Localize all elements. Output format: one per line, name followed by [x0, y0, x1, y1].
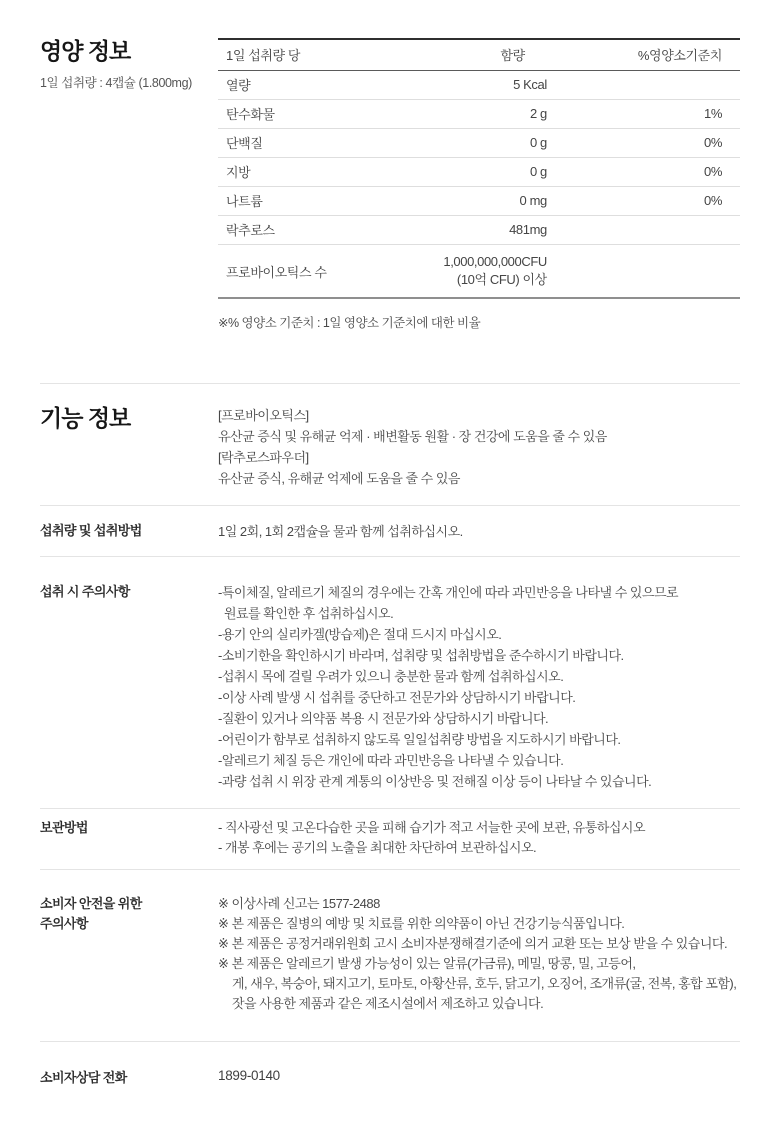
nutrient-amount: 0 g	[411, 158, 547, 187]
precaution-line: 원료를 확인한 후 섭취하십시오.	[224, 606, 394, 621]
col-header-per-serving: 1일 섭취량 당	[218, 39, 411, 71]
nutrient-amount	[411, 245, 547, 299]
safety-line: 잣을 사용한 제품과 같은 제조시설에서 제조하고 있습니다.	[232, 996, 544, 1011]
contact-section	[40, 1042, 740, 1088]
nutrient-name: 나트륨	[218, 187, 411, 216]
precaution-line: -섭취시 목에 걸릴 우려가 있으니 충분한 물과 함께 섭취하십시오.	[218, 669, 564, 684]
function-line: 유산균 증식 및 유해균 억제 · 배변활동 원활 · 장 건강에 도움을 줄 수 있음	[218, 429, 607, 444]
precaution-line: -특이체질, 알레르기 체질의 경우에는 간혹 개인에 따라 과민반응을 나타낼 수 있으므로	[218, 585, 679, 600]
nutrient-name: 열량	[218, 71, 411, 100]
function-label-column	[40, 405, 218, 431]
nutrient-amount: 481mg	[411, 216, 547, 245]
function-line: [프로바이오틱스]	[218, 408, 309, 423]
nutrient-name: 프로바이오틱스 수	[226, 264, 327, 280]
nutrient-percent	[547, 71, 740, 100]
nutrient-amount: 5 Kcal	[411, 71, 547, 100]
precaution-line: -소비기한을 확인하시기 바라며, 섭취량 및 섭취방법을 준수하시기 바랍니다.	[218, 648, 624, 663]
contact-label: 소비자상담 전화	[40, 1070, 127, 1085]
function-line: [락추로스파우더]	[218, 450, 309, 465]
nutrient-amount: 0 mg	[411, 187, 547, 216]
nutrient-percent	[547, 216, 740, 245]
nutrient-percent: 0%	[547, 129, 740, 158]
safety-line: ※ 본 제품은 공정거래위원회 고시 소비자분쟁해결기준에 의거 교환 또는 보상 받을 수 있습니다.	[218, 936, 728, 951]
nutrition-table	[218, 38, 740, 299]
function-info-title: 기능 정보	[40, 405, 131, 431]
precaution-line: -질환이 있거나 의약품 복용 시 전문가와 상담하시기 바랍니다.	[218, 711, 549, 726]
safety-line: ※ 본 제품은 알레르기 발생 가능성이 있는 알류(가금류), 메밀, 땅콩, 밀, 고등어,	[218, 956, 636, 971]
col-header-percent-dv: %영양소기준치	[547, 39, 740, 71]
precautions-label: 섭취 시 주의사항	[40, 584, 130, 599]
storage-section	[40, 809, 740, 858]
nutrient-percent: 1%	[547, 100, 740, 129]
nutrition-content-column	[218, 38, 740, 331]
function-line: 유산균 증식, 유해균 억제에 도움을 줄 수 있음	[218, 471, 460, 486]
function-content-column	[218, 405, 740, 489]
nutrient-name: 지방	[218, 158, 411, 187]
nutrition-section	[40, 38, 740, 331]
precaution-line: -이상 사례 발생 시 섭취를 중단하고 전문가와 상담하시기 바랍니다.	[218, 690, 576, 705]
table-row	[218, 100, 740, 129]
consumer-safety-label-line2: 주의사항	[40, 916, 88, 932]
function-info-section	[40, 384, 740, 489]
col-header-amount: 함량	[411, 39, 547, 71]
nutrition-table-header-row	[218, 39, 740, 71]
contact-phone-number: 1899-0140	[218, 1068, 280, 1083]
precautions-section	[40, 557, 740, 792]
nutrient-amount-line2: (10억 CFU) 이상	[456, 272, 547, 287]
precaution-line: -과량 섭취 시 위장 관계 계통의 이상반응 및 전해질 이상 등이 나타날 수 있습니다.	[218, 774, 652, 789]
nutrient-percent	[547, 245, 740, 299]
table-row	[218, 216, 740, 245]
nutrient-amount-line1: 1,000,000,000CFU	[443, 254, 547, 269]
precaution-line: -용기 안의 실리카겔(방습제)은 절대 드시지 마십시오.	[218, 627, 502, 642]
nutrition-label-column	[40, 38, 218, 91]
table-row	[218, 129, 740, 158]
safety-line: ※ 본 제품은 질병의 예방 및 치료를 위한 의약품이 아닌 건강기능식품입니다.	[218, 916, 625, 931]
storage-label: 보관방법	[40, 820, 88, 835]
table-row	[218, 158, 740, 187]
intake-label: 섭취량 및 섭취방법	[40, 523, 142, 538]
consumer-safety-section	[40, 870, 740, 1014]
safety-line: ※ 이상사례 신고는 1577-2488	[218, 896, 380, 911]
storage-line: - 직사광선 및 고온다습한 곳을 피해 습기가 적고 서늘한 곳에 보관, 유통하십시오	[218, 820, 646, 835]
table-row	[218, 187, 740, 216]
intake-instruction: 1일 2회, 1회 2캡슐을 물과 함께 섭취하십시오.	[218, 524, 463, 539]
intake-section	[40, 506, 740, 542]
nutrient-amount: 0 g	[411, 129, 547, 158]
nutrient-percent: 0%	[547, 158, 740, 187]
precaution-line: -알레르기 체질 등은 개인에 따라 과민반응을 나타낼 수 있습니다.	[218, 753, 564, 768]
storage-line: - 개봉 후에는 공기의 노출을 최대한 차단하여 보관하십시오.	[218, 840, 537, 855]
safety-line: 게, 새우, 복숭아, 돼지고기, 토마토, 아황산류, 호두, 닭고기, 오징어, 조개류(굴, 전복, 홍합 포함),	[232, 976, 737, 991]
precaution-line: -어린이가 함부로 섭취하지 않도록 일일섭취량 방법을 지도하시기 바랍니다.	[218, 732, 621, 747]
nutrient-percent: 0%	[547, 187, 740, 216]
nutrient-name: 탄수화물	[218, 100, 411, 129]
table-row	[218, 245, 740, 299]
nutrient-name: 단백질	[218, 129, 411, 158]
nutrient-amount: 2 g	[411, 100, 547, 129]
nutrient-name: 락추로스	[218, 216, 411, 245]
nutrition-title: 영양 정보	[40, 38, 131, 64]
nutrition-footnote: ※% 영양소 기준치 : 1일 영양소 기준치에 대한 비율	[218, 316, 481, 330]
table-row	[218, 71, 740, 100]
consumer-safety-label-line1: 소비자 안전을 위한	[40, 896, 142, 911]
daily-serving-note: 1일 섭취량 : 4캡슐 (1.800mg)	[40, 76, 192, 91]
